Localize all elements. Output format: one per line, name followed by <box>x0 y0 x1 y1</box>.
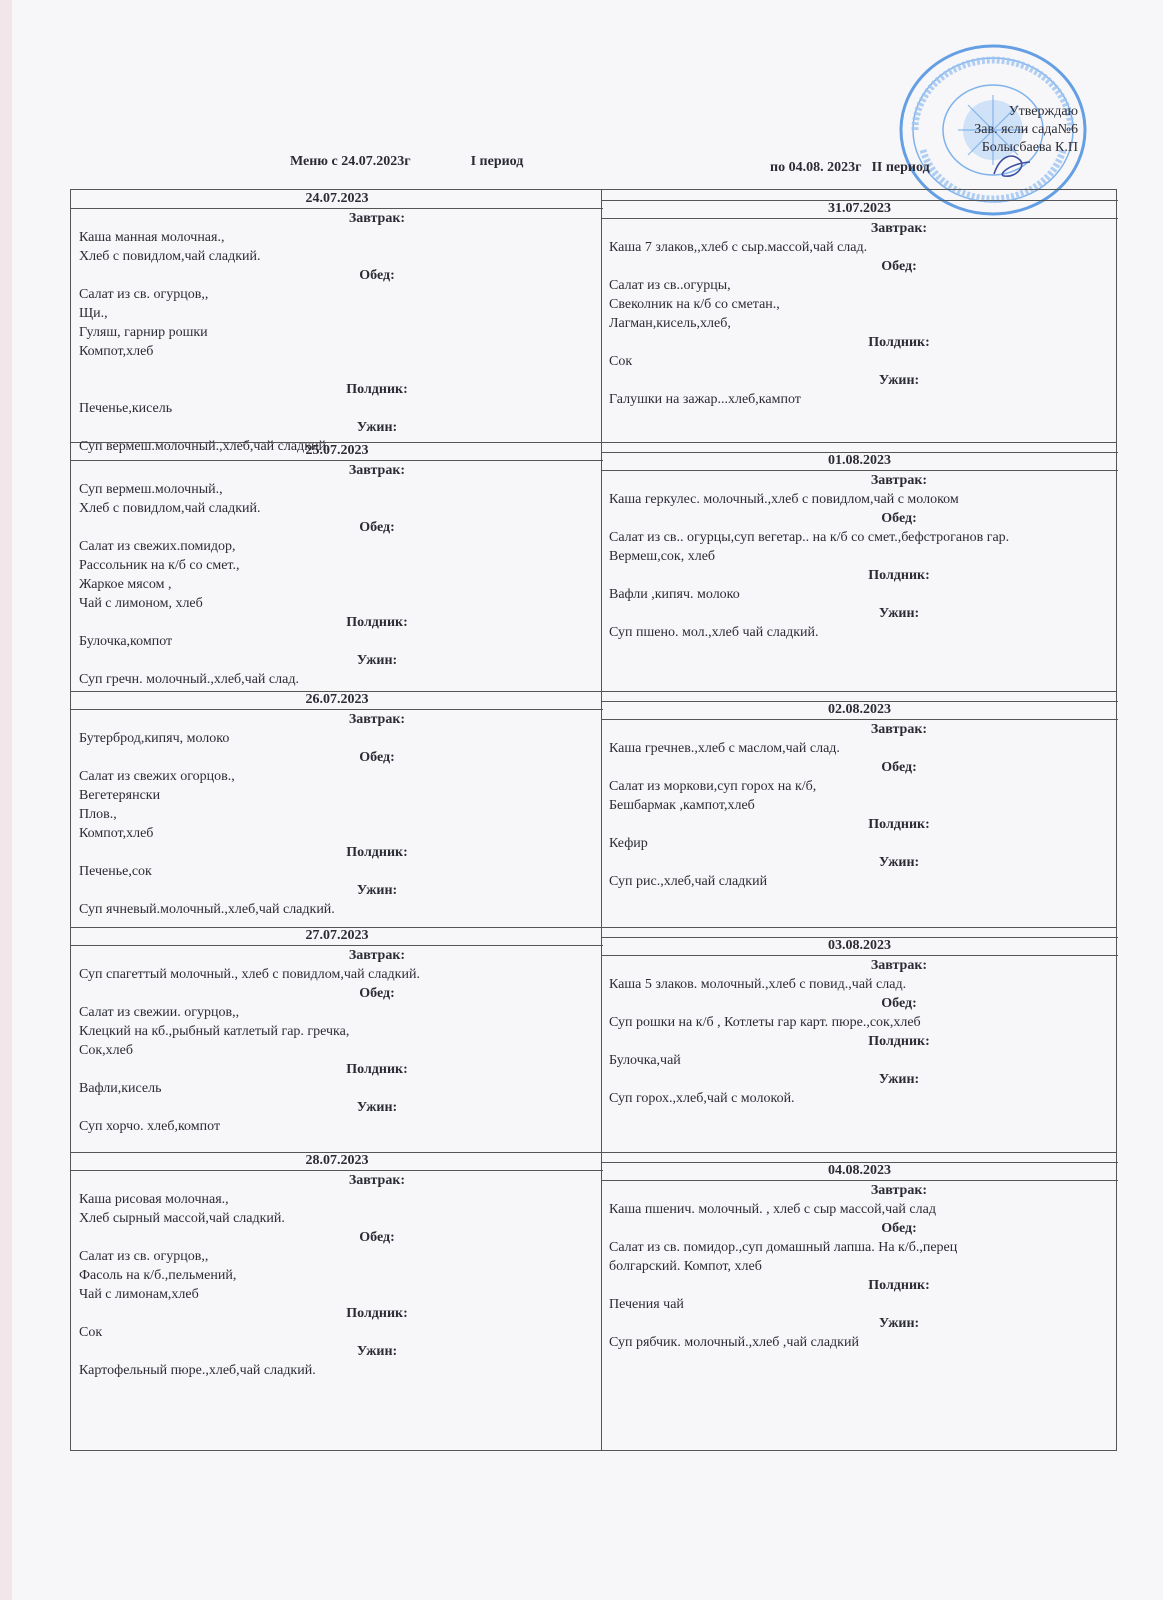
lunch-item: Щи., <box>79 306 108 321</box>
right-day-cell <box>609 200 1109 409</box>
lunch-item: болгарский. Компот, хлеб <box>609 1259 762 1274</box>
lunch-heading: Обед: <box>881 511 917 526</box>
breakfast-item: Каша манная молочная., <box>79 230 225 245</box>
lunch-item: Компот,хлеб <box>79 344 154 359</box>
right-row-divider <box>601 1162 1118 1163</box>
lunch-item: Салат из св..огурцы, <box>609 278 731 293</box>
day-date: 26.07.2023 <box>71 691 603 710</box>
day-date: 01.08.2023 <box>601 452 1118 471</box>
lunch-item: Чай с лимонам,хлеб <box>79 1287 199 1302</box>
lunch-item: Клецкий на кб.,рыбный катлетый гар. гречка, <box>79 1024 350 1039</box>
lunch-heading: Обед: <box>359 1230 395 1245</box>
lunch-item: Бешбармак ,кампот,хлеб <box>609 798 755 813</box>
dinner-heading: Ужин: <box>878 1316 920 1331</box>
snack-item: Печенье,сок <box>79 864 152 879</box>
dinner-item: Картофельный пюре.,хлеб,чай сладкий. <box>79 1363 316 1378</box>
period-one: I период <box>470 154 524 169</box>
snack-heading: Полдник: <box>868 817 930 832</box>
dinner-heading: Ужин: <box>356 420 398 435</box>
breakfast-heading: Завтрак: <box>348 948 406 963</box>
lunch-item: Салат из св. помидор.,суп домашный лапша. На к/б.,перец <box>609 1240 958 1255</box>
breakfast-heading: Завтрак: <box>870 221 928 236</box>
snack-heading: Полдник: <box>346 1306 408 1321</box>
right-row-divider <box>601 937 1118 938</box>
breakfast-heading: Завтрак: <box>870 722 928 737</box>
column-divider <box>601 190 602 1450</box>
right-day-cell <box>609 1162 1109 1352</box>
lunch-heading: Обед: <box>359 268 395 283</box>
lunch-heading: Обед: <box>881 259 917 274</box>
menu-title-right <box>770 160 930 176</box>
period-two: II период <box>871 160 930 175</box>
approval-block <box>974 103 1078 157</box>
breakfast-item: Каша геркулес. молочный.,хлеб с повидлом,чай с молоком <box>609 492 959 507</box>
lunch-item: Гуляш, гарнир рошки <box>79 325 208 340</box>
left-day-cell <box>79 442 595 689</box>
breakfast-heading: Завтрак: <box>348 211 406 226</box>
dinner-heading: Ужин: <box>878 606 920 621</box>
dinner-item: Галушки на зажар...хлеб,кампот <box>609 392 801 407</box>
breakfast-item: Хлеб с повидлом,чай сладкий. <box>79 501 261 516</box>
menu-table <box>70 189 1117 1451</box>
lunch-item: Лагман,кисель,хлеб, <box>609 316 731 331</box>
lunch-item <box>79 361 595 380</box>
lunch-item: Вегетерянски <box>79 788 161 803</box>
dinner-item: Суп вермеш.молочный.,хлеб,чай сладкий. <box>79 439 330 454</box>
right-day-cell <box>609 937 1109 1108</box>
lunch-item: Жаркое мясом , <box>79 577 172 592</box>
snack-heading: Полдник: <box>868 568 930 583</box>
right-day-cell <box>609 701 1109 891</box>
breakfast-heading: Завтрак: <box>870 473 928 488</box>
day-date: 24.07.2023 <box>71 190 603 209</box>
dinner-item: Суп гречн. молочный.,хлеб,чай слад. <box>79 672 299 687</box>
dinner-item: Суп ячневый.молочный.,хлеб,чай сладкий. <box>79 902 335 917</box>
snack-heading: Полдник: <box>346 615 408 630</box>
lunch-item: Свеколник на к/б со сметан., <box>609 297 780 312</box>
day-date: 02.08.2023 <box>601 701 1118 720</box>
scan-edge <box>0 0 12 1600</box>
right-row-divider <box>601 701 1118 702</box>
title-to: по 04.08. 2023г <box>770 160 862 175</box>
breakfast-item: Хлеб сырный массой,чай сладкий. <box>79 1211 285 1226</box>
snack-heading: Полдник: <box>346 845 408 860</box>
lunch-item: Салат из свежих.помидор, <box>79 539 236 554</box>
day-date: 28.07.2023 <box>71 1152 603 1171</box>
breakfast-heading: Завтрак: <box>870 1183 928 1198</box>
lunch-item: Чай с лимоном, хлеб <box>79 596 203 611</box>
signature <box>990 150 1035 184</box>
title-from: Меню с 24.07.2023г <box>290 154 411 169</box>
day-date: 04.08.2023 <box>601 1162 1118 1181</box>
snack-heading: Полдник: <box>346 382 408 397</box>
dinner-heading: Ужин: <box>356 883 398 898</box>
breakfast-item: Каша 5 злаков. молочный.,хлеб с повид.,чай слад. <box>609 977 907 992</box>
approval-line: Болысбаева К.П <box>981 140 1078 155</box>
approval-line: Утверждаю <box>1008 104 1078 119</box>
snack-item: Сок <box>609 354 633 369</box>
left-day-cell <box>79 1152 595 1380</box>
breakfast-heading: Завтрак: <box>348 463 406 478</box>
breakfast-heading: Завтрак: <box>348 712 406 727</box>
lunch-item: Суп рошки на к/б , Котлеты гар карт. пюре.,сок,хлеб <box>609 1015 921 1030</box>
day-date: 25.07.2023 <box>71 442 603 461</box>
breakfast-item: Бутерброд,кипяч, молоко <box>79 731 230 746</box>
lunch-item: Салат из свежих огорцов., <box>79 769 235 784</box>
approval-line: Зав. ясли сада№6 <box>974 122 1078 137</box>
snack-heading: Полдник: <box>346 1062 408 1077</box>
lunch-heading: Обед: <box>881 760 917 775</box>
snack-item: Сок <box>79 1325 103 1340</box>
snack-item: Вафли ,кипяч. молоко <box>609 587 740 602</box>
lunch-heading: Обед: <box>359 750 395 765</box>
lunch-item: Салат из св. огурцов,, <box>79 287 209 302</box>
lunch-heading: Обед: <box>359 986 395 1001</box>
snack-heading: Полдник: <box>868 1278 930 1293</box>
snack-heading: Полдник: <box>868 1034 930 1049</box>
breakfast-heading: Завтрак: <box>870 958 928 973</box>
breakfast-item: Каша гречнев.,хлеб с маслом,чай слад. <box>609 741 840 756</box>
left-day-cell <box>79 190 595 456</box>
dinner-item: Суп рис.,хлеб,чай сладкий <box>609 874 768 889</box>
dinner-item: Суп пшено. мол.,хлеб чай сладкий. <box>609 625 819 640</box>
dinner-heading: Ужин: <box>878 1072 920 1087</box>
right-day-cell <box>609 452 1109 642</box>
snack-item: Булочка,компот <box>79 634 173 649</box>
breakfast-item: Суп вермеш.молочный., <box>79 482 223 497</box>
snack-heading: Полдник: <box>868 335 930 350</box>
breakfast-item: Каша 7 злаков,,хлеб с сыр.массой,чай слад. <box>609 240 868 255</box>
right-row-divider <box>601 200 1118 201</box>
dinner-heading: Ужин: <box>356 1100 398 1115</box>
snack-item: Вафли,кисель <box>79 1081 162 1096</box>
snack-item: Печения чай <box>609 1297 684 1312</box>
lunch-item: Салат из св.. огурцы,суп вегетар.. на к/б со смет.,бефстроганов гар. <box>609 530 1010 545</box>
day-date: 31.07.2023 <box>601 200 1118 219</box>
dinner-heading: Ужин: <box>878 855 920 870</box>
day-date: 03.08.2023 <box>601 937 1118 956</box>
dinner-item: Суп горох.,хлеб,чай с молокой. <box>609 1091 795 1106</box>
dinner-heading: Ужин: <box>356 1344 398 1359</box>
right-row-divider <box>601 452 1118 453</box>
snack-item: Кефир <box>609 836 648 851</box>
menu-title <box>290 154 523 170</box>
dinner-heading: Ужин: <box>878 373 920 388</box>
lunch-item: Фасоль на к/б.,пельмений, <box>79 1268 237 1283</box>
left-day-cell <box>79 927 595 1136</box>
snack-item: Печенье,кисель <box>79 401 173 416</box>
breakfast-item: Хлеб с повидлом,чай сладкий. <box>79 249 261 264</box>
dinner-item: Суп рябчик. молочный.,хлеб ,чай сладкий <box>609 1335 859 1350</box>
lunch-item: Салат из моркови,суп горох на к/б, <box>609 779 817 794</box>
day-date: 27.07.2023 <box>71 927 603 946</box>
dinner-heading: Ужин: <box>356 653 398 668</box>
breakfast-heading: Завтрак: <box>348 1173 406 1188</box>
lunch-item: Вермеш,сок, хлеб <box>609 549 716 564</box>
lunch-item: Салат из св. огурцов,, <box>79 1249 209 1264</box>
lunch-item: Рассольник на к/б со смет., <box>79 558 240 573</box>
lunch-heading: Обед: <box>881 1221 917 1236</box>
lunch-item: Плов., <box>79 807 117 822</box>
lunch-item: Сок,хлеб <box>79 1043 133 1058</box>
lunch-item: Салат из свежии. огурцов,, <box>79 1005 240 1020</box>
breakfast-item: Каша рисовая молочная., <box>79 1192 229 1207</box>
breakfast-item: Суп спагеттый молочный., хлеб с повидлом,чай сладкий. <box>79 967 420 982</box>
left-day-cell <box>79 691 595 919</box>
breakfast-item: Каша пшенич. молочный. , хлеб с сыр массой,чай слад <box>609 1202 936 1217</box>
snack-item: Булочка,чай <box>609 1053 681 1068</box>
lunch-heading: Обед: <box>881 996 917 1011</box>
lunch-heading: Обед: <box>359 520 395 535</box>
lunch-item: Компот,хлеб <box>79 826 154 841</box>
dinner-item: Суп хорчо. хлеб,компот <box>79 1119 221 1134</box>
